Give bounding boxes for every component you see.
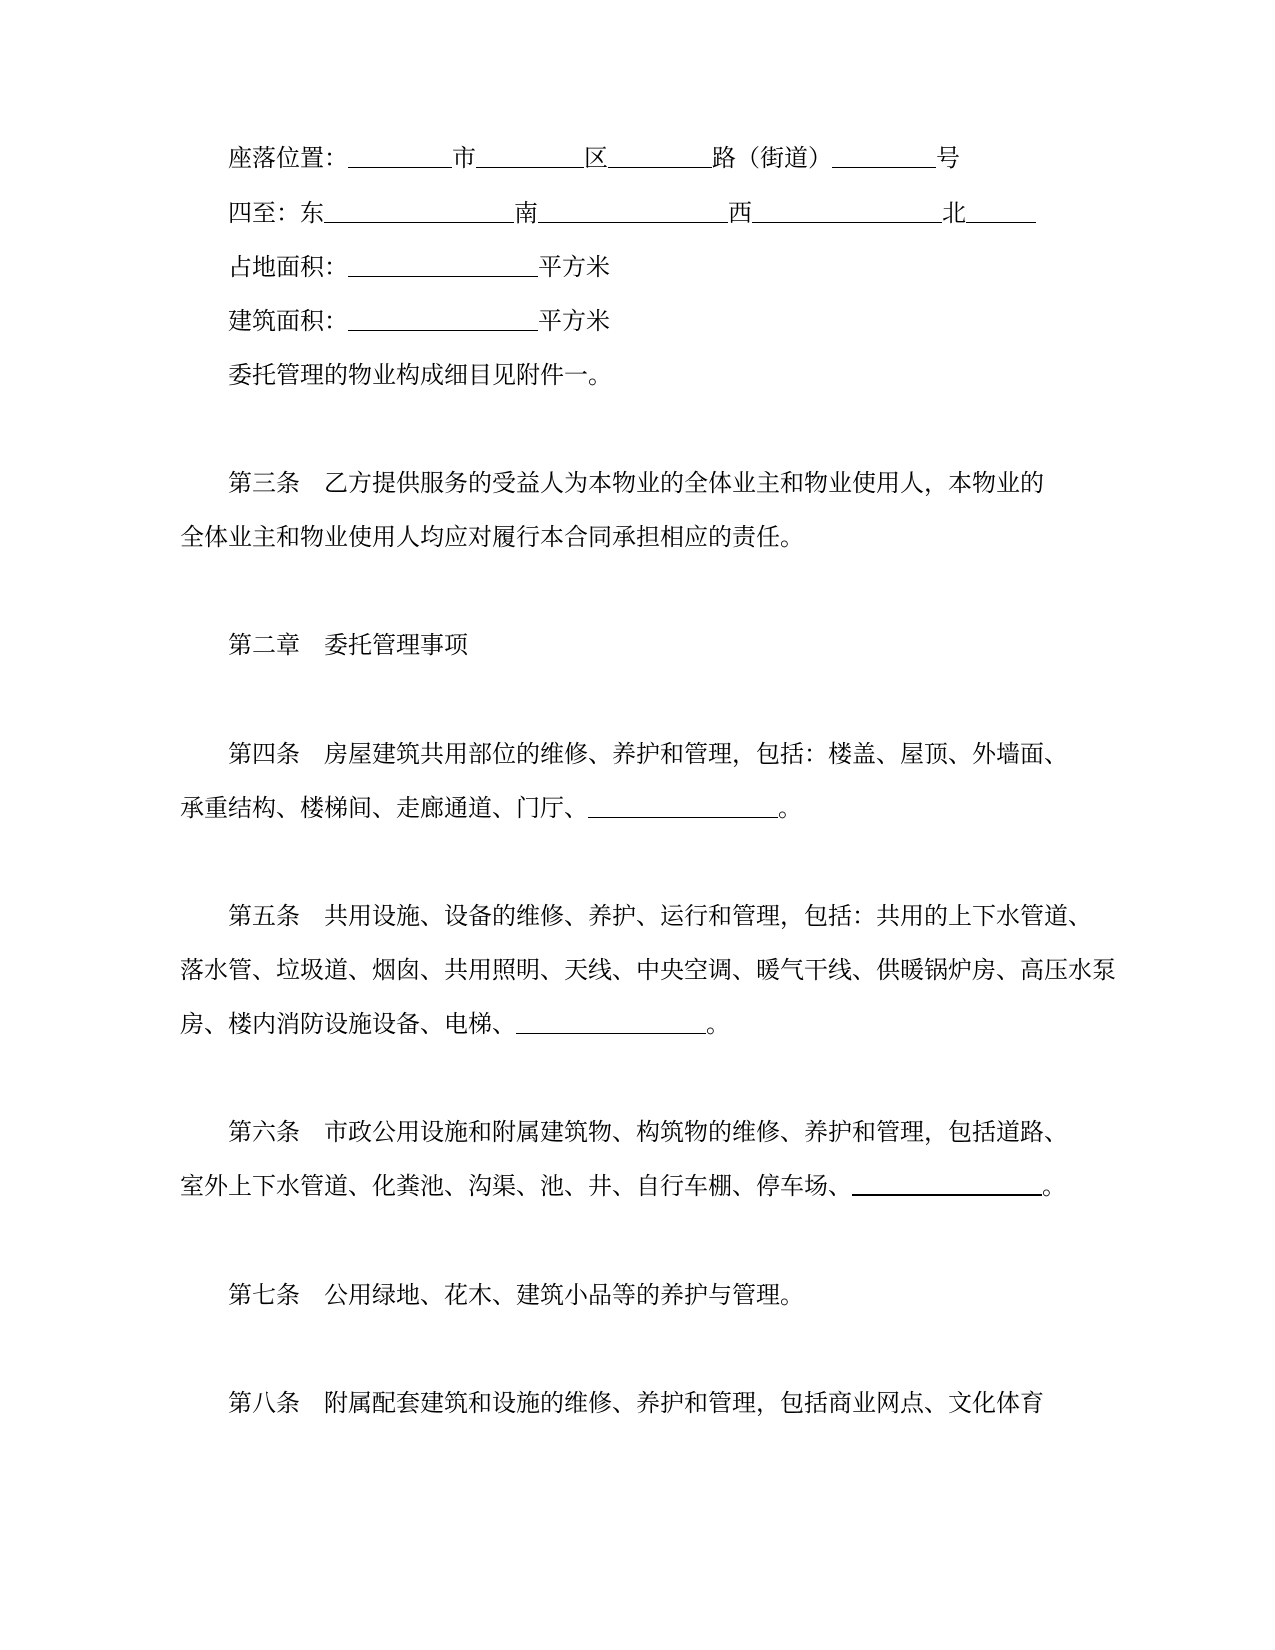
article6-title: 第六条 [228,1118,300,1146]
article3-text1: 乙方提供服务的受益人为本物业的全体业主和物业使用人，本物业的 [324,469,1044,497]
article5-end: 。 [706,1010,730,1038]
article5-blank [516,1009,706,1034]
north-blank [966,198,1036,223]
article6-text1: 市政公用设施和附属建筑物、构筑物的维修、养护和管理，包括道路、 [324,1118,1068,1146]
building-area-unit: 平方米 [538,307,610,335]
article6-text2: 室外上下水管道、化粪池、沟渠、池、井、自行车棚、停车场、 [180,1172,852,1200]
chapter2-heading [228,628,468,662]
location-line [228,141,960,175]
west-label: 西 [728,199,752,227]
building-area-line [228,304,610,338]
article4-blank [588,793,778,818]
south-blank [538,198,728,223]
article5-title: 第五条 [228,902,300,930]
article5-text1: 共用设施、设备的维修、养护、运行和管理，包括：共用的上下水管道、 [324,902,1092,930]
article4-line1 [228,737,1068,771]
district-blank [476,143,584,168]
road-blank [608,143,712,168]
building-area-blank [348,306,538,331]
article5-text3: 房、楼内消防设施设备、电梯、 [180,1010,516,1038]
article3-line2: 全体业主和物业使用人均应对履行本合同承担相应的责任。 [180,523,804,551]
land-area-unit: 平方米 [538,253,610,281]
city-label: 市 [452,144,476,172]
road-label: 路（街道） [712,144,832,172]
chapter2-name: 委托管理事项 [324,631,468,659]
article5-line1 [228,899,1092,933]
article4-title: 第四条 [228,740,300,768]
north-label: 北 [942,199,966,227]
article3-title: 第三条 [228,469,300,497]
article4-text1: 房屋建筑共用部位的维修、养护和管理，包括：楼盖、屋顶、外墙面、 [324,740,1068,768]
article6-line2 [180,1169,1066,1203]
chapter2-title: 第二章 [228,631,300,659]
article4-line2 [180,791,802,825]
article4-text2: 承重结构、楼梯间、走廊通道、门厅、 [180,794,588,822]
article5-line3 [180,1007,730,1041]
land-area-blank [348,252,538,277]
article8-title: 第八条 [228,1389,300,1417]
building-area-label: 建筑面积： [228,307,348,335]
article6-end: 。 [1042,1172,1066,1200]
boundaries-label: 四至： [228,199,300,227]
article3-line1 [228,466,1044,500]
location-label: 座落位置： [228,144,348,172]
article6-line1 [228,1115,1068,1149]
south-label: 南 [514,199,538,227]
article8-line1 [228,1386,1044,1420]
article8-text1: 附属配套建筑和设施的维修、养护和管理，包括商业网点、文化体育 [324,1389,1044,1417]
article5-line2: 落水管、垃圾道、烟囱、共用照明、天线、中央空调、暖气干线、供暖锅炉房、高压水泵 [180,956,1116,984]
land-area-label: 占地面积： [228,253,348,281]
east-blank [324,198,514,223]
article4-end: 。 [778,794,802,822]
east-label: 东 [300,199,324,227]
article7-title: 第七条 [228,1281,300,1309]
appendix-note: 委托管理的物业构成细目见附件一。 [228,361,612,389]
west-blank [752,198,942,223]
city-blank [348,143,452,168]
article7-text1: 公用绿地、花木、建筑小品等的养护与管理。 [324,1281,804,1309]
article7-line1 [228,1278,804,1312]
number-blank [832,143,936,168]
boundaries-line [228,196,1036,230]
number-label: 号 [936,144,960,172]
article6-blank [852,1170,1042,1196]
land-area-line [228,250,610,284]
district-label: 区 [584,144,608,172]
